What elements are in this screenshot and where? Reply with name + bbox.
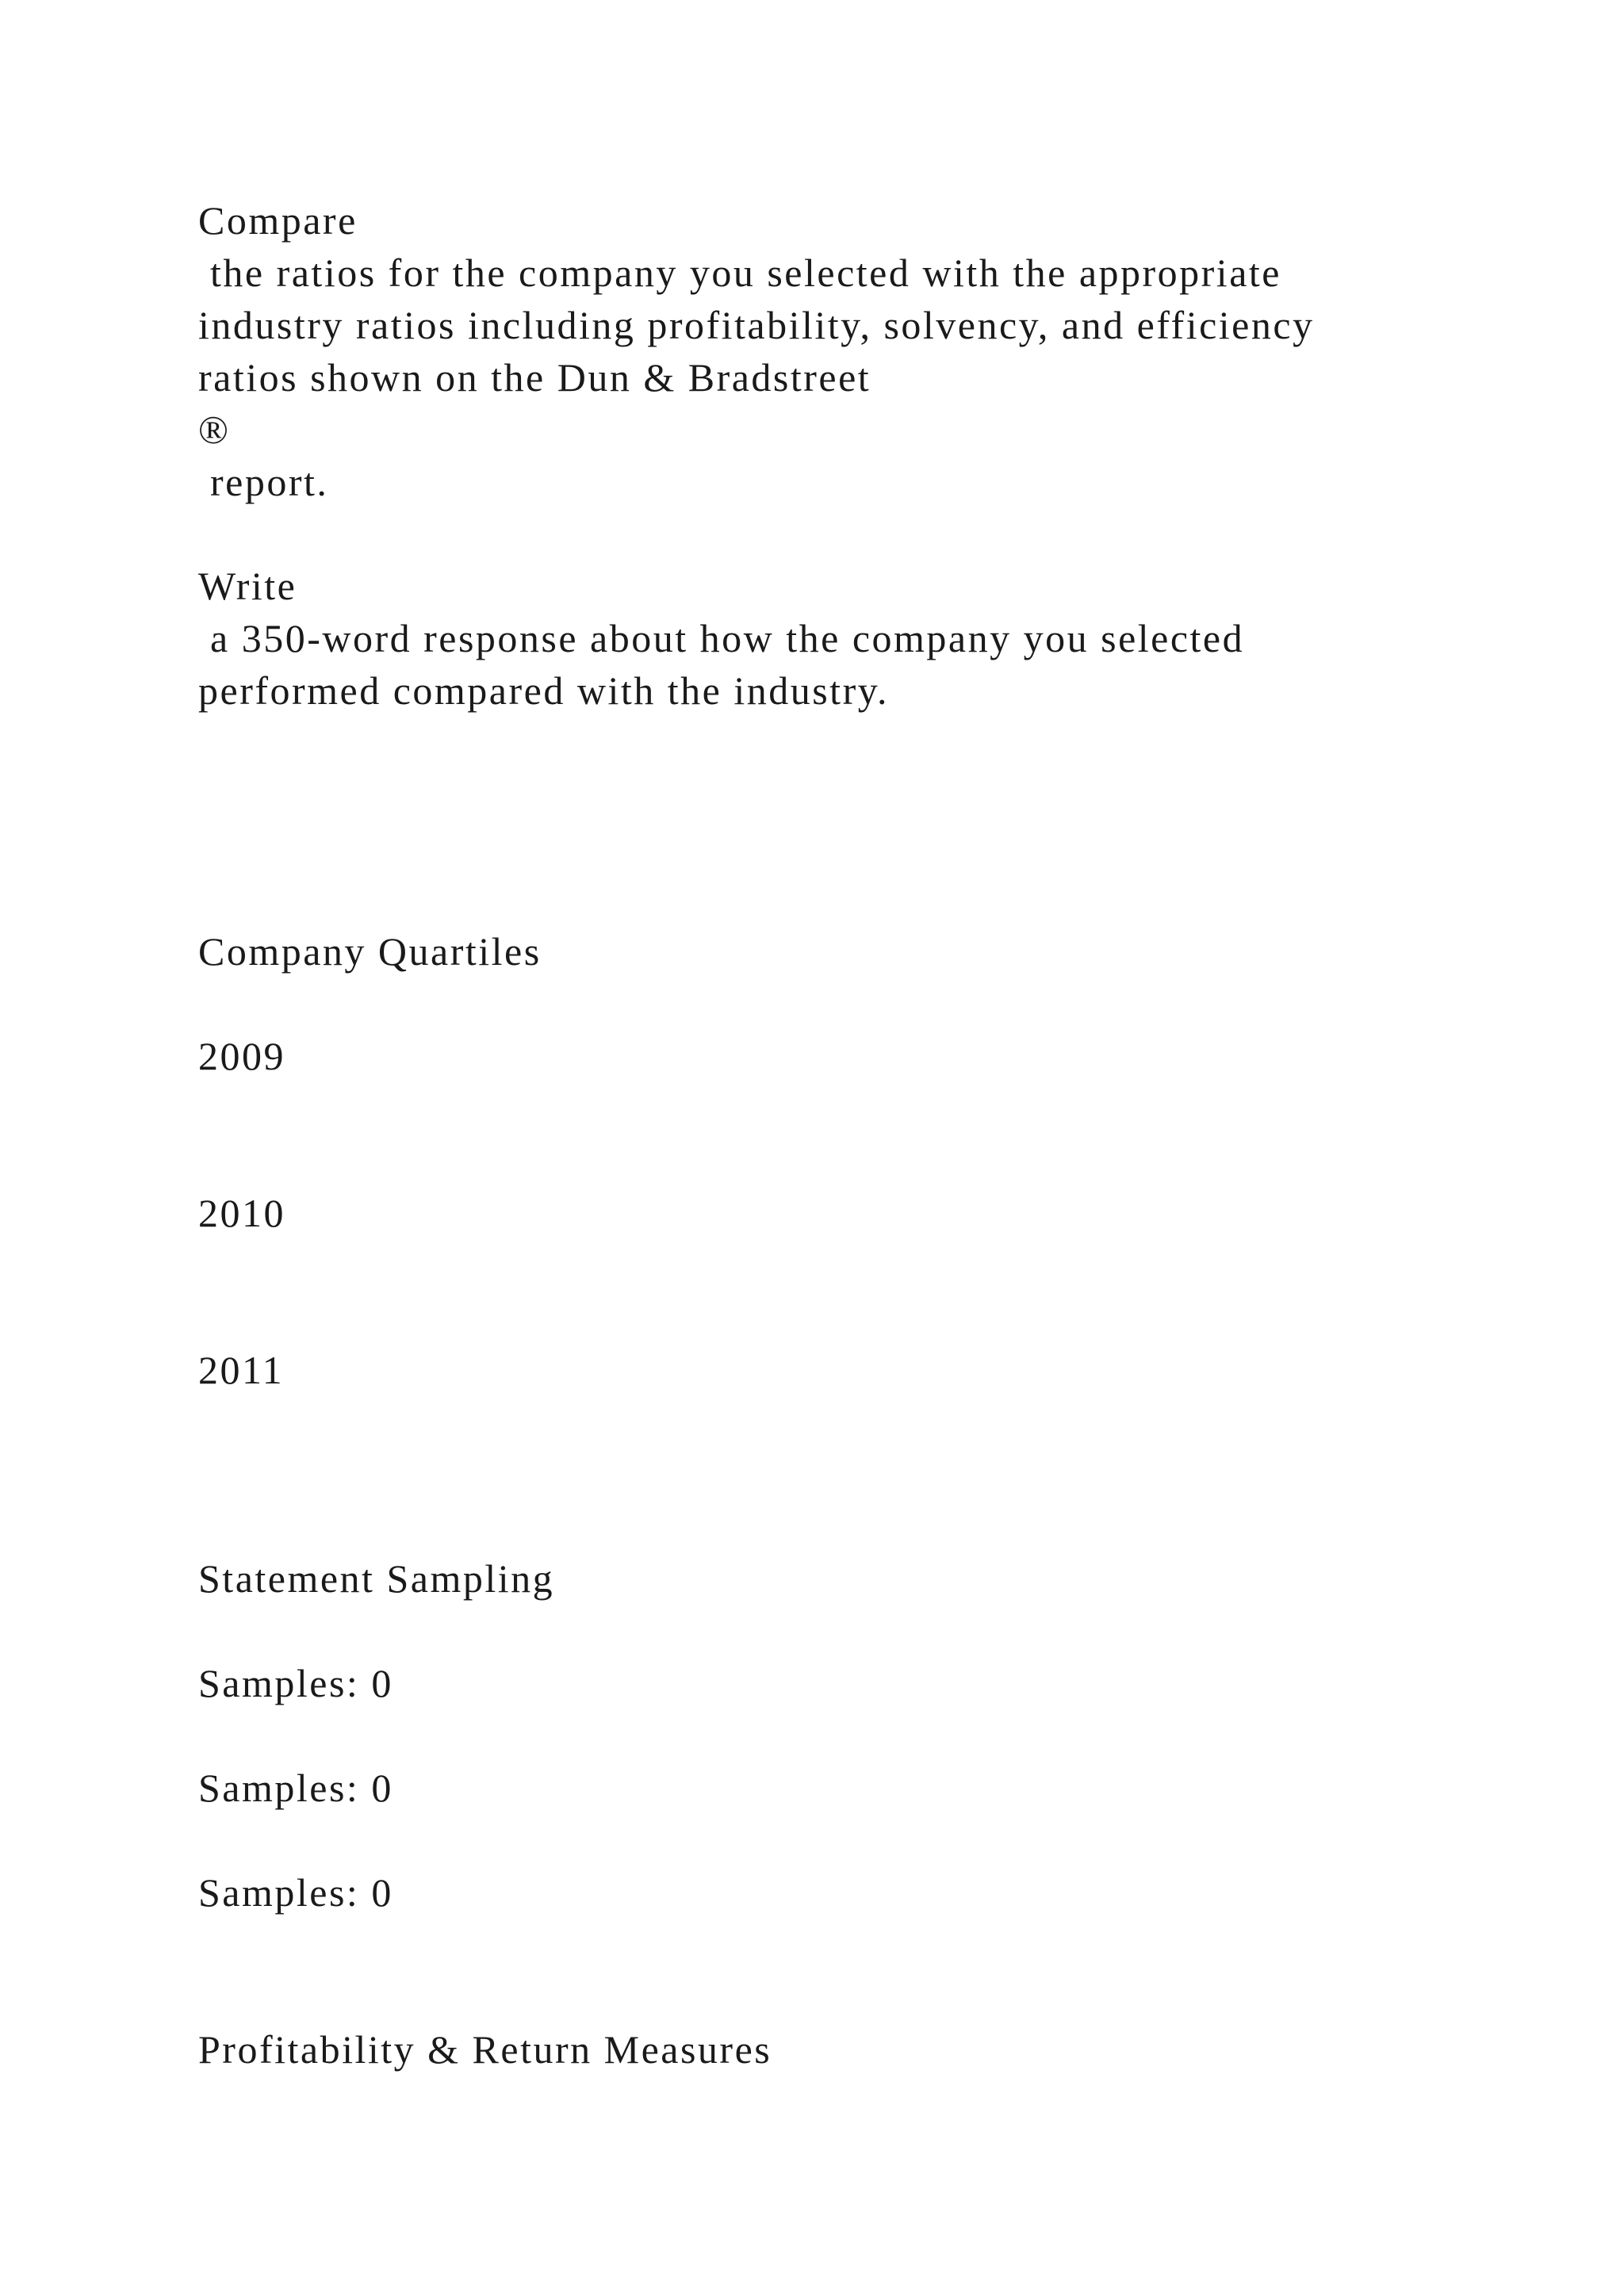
- samples-2011: Samples: 0: [198, 1870, 393, 1915]
- compare-line-3: ratios shown on the Dun & Bradstreet: [198, 355, 871, 400]
- write-heading-word: Write: [198, 564, 297, 608]
- year-2011: 2011: [198, 1348, 285, 1392]
- samples-2010: Samples: 0: [198, 1766, 393, 1810]
- statement-sampling-heading: Statement Sampling: [198, 1556, 555, 1601]
- compare-line-2: industry ratios including profitability, solvency, and efficiency: [198, 303, 1315, 347]
- compare-heading-word: Compare: [198, 198, 358, 243]
- samples-2009: Samples: 0: [198, 1661, 393, 1705]
- write-line-2: performed compared with the industry.: [198, 668, 889, 713]
- year-2010: 2010: [198, 1191, 285, 1235]
- registered-mark: ®: [198, 408, 231, 452]
- profitability-heading: Profitability & Return Measures: [198, 2027, 772, 2072]
- compare-line-1: the ratios for the company you selected with the appropriate: [198, 251, 1281, 295]
- compare-line-5: report.: [198, 460, 329, 504]
- year-2009: 2009: [198, 1034, 285, 1078]
- write-line-1: a 350-word response about how the company you selected: [198, 616, 1245, 660]
- company-quartiles-heading: Company Quartiles: [198, 929, 542, 974]
